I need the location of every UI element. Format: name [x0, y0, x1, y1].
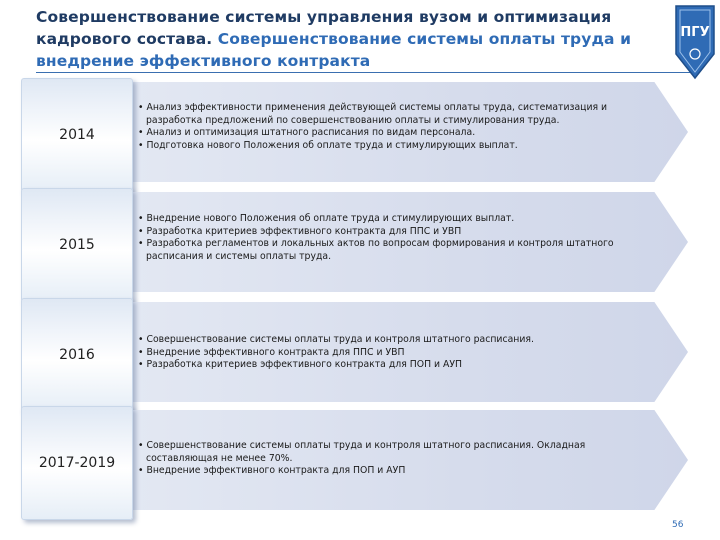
year-label: 2014 — [59, 127, 95, 143]
list-item: • Внедрение эффективного контракта для ПОП и АУП — [138, 465, 633, 478]
list-item: • Разработка критериев эффективного контракта для ППС и УВП — [138, 226, 633, 239]
year-box-2015 — [21, 188, 133, 302]
year-box-2016 — [21, 298, 133, 412]
page-number: 56 — [672, 520, 684, 530]
bullet-list-2015 — [138, 213, 633, 263]
list-item: • Анализ и оптимизация штатного расписания по видам персонала. — [138, 127, 633, 140]
list-item: • Совершенствование системы оплаты труда и контроля штатного расписания. Окладная составляющая не менее 70%. — [138, 440, 633, 465]
list-item: • Подготовка нового Положения об оплате труда и стимулирующих выплат. — [138, 140, 633, 153]
year-label: 2016 — [59, 347, 95, 363]
bullet-list-2016 — [138, 334, 633, 372]
year-label: 2015 — [59, 237, 95, 253]
list-item: • Разработка критериев эффективного контракта для ПОП и АУП — [138, 359, 633, 372]
logo-text: ПГУ — [680, 25, 710, 40]
title-divider — [36, 72, 700, 73]
title-subtitle: Совершенствование системы оплаты труда и внедрение эффективного контракта — [36, 30, 632, 70]
bullet-list-2017-2019 — [138, 440, 633, 478]
list-item: • Внедрение нового Положения об оплате труда и стимулирующих выплат. — [138, 213, 633, 226]
list-item: • Совершенствование системы оплаты труда и контроля штатного расписания. — [138, 334, 633, 347]
page-title — [36, 6, 696, 72]
title-main: Совершенствование системы управления вузом и оптимизация кадрового состава. — [36, 8, 612, 48]
year-box-2017-2019 — [21, 406, 133, 520]
university-emblem-icon — [672, 2, 718, 82]
year-box-2014 — [21, 78, 133, 192]
list-item: • Внедрение эффективного контракта для ППС и УВП — [138, 347, 633, 360]
bullet-list-2014 — [138, 102, 633, 152]
list-item: • Анализ эффективности применения действующей системы оплаты труда, систематизация и разработка предложений по совершенствованию оплаты и стимулирования труда. — [138, 102, 633, 127]
year-label: 2017-2019 — [38, 455, 116, 471]
list-item: • Разработка регламентов и локальных актов по вопросам формирования и контроля штатного расписания и системы оплаты труда. — [138, 238, 633, 263]
